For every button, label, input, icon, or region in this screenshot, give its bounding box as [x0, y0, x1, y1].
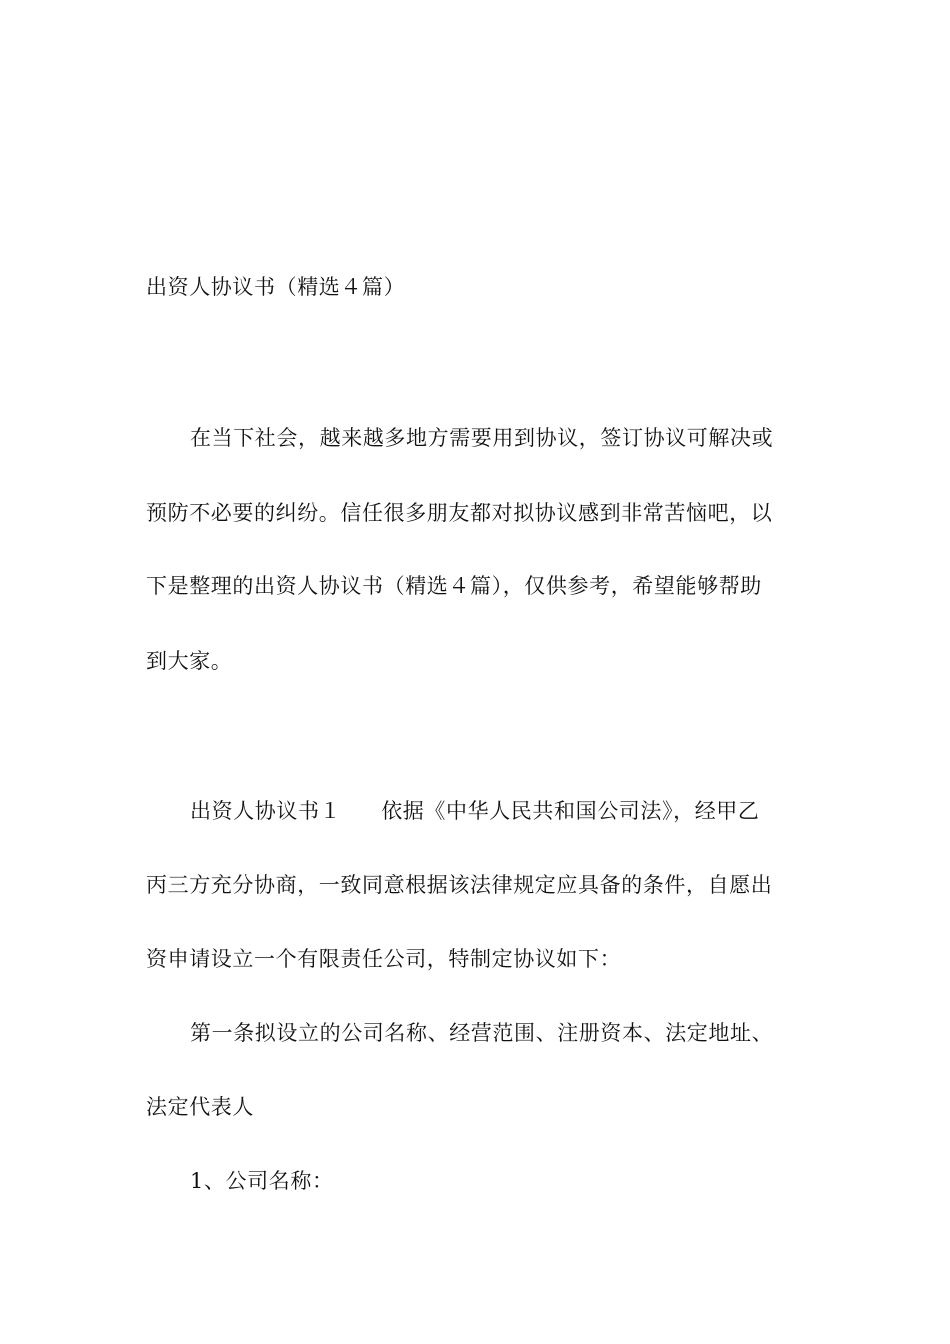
- section1-heading: 出资人协议书１: [190, 799, 342, 823]
- section1-paragraph-line: 丙三方充分协商，一致同意根据该法律规定应具备的条件，自愿出: [146, 873, 773, 897]
- intro-paragraph-line: 到大家。: [146, 649, 233, 673]
- intro-paragraph-line: 下是整理的出资人协议书（精选４篇），仅供参考，希望能够帮助: [146, 574, 762, 598]
- intro-paragraph-line: 预防不必要的纠纷。信任很多朋友都对拟协议感到非常苦恼吧，以: [146, 501, 773, 525]
- item1-company-name: 1、公司名称：: [190, 1169, 334, 1193]
- section1-text: 依据《中华人民共和国公司法》，经甲乙: [381, 799, 760, 823]
- intro-paragraph-line: 在当下社会，越来越多地方需要用到协议，签订协议可解决或: [190, 426, 774, 450]
- article1-line: 法定代表人: [146, 1095, 254, 1119]
- section1-first-line: [190, 796, 760, 826]
- document-title: 出资人协议书（精选４篇）: [146, 275, 406, 299]
- section1-paragraph-line: 资申请设立一个有限责任公司，特制定协议如下：: [146, 947, 622, 971]
- article1-line: 第一条拟设立的公司名称、经营范围、注册资本、法定地址、: [190, 1021, 774, 1045]
